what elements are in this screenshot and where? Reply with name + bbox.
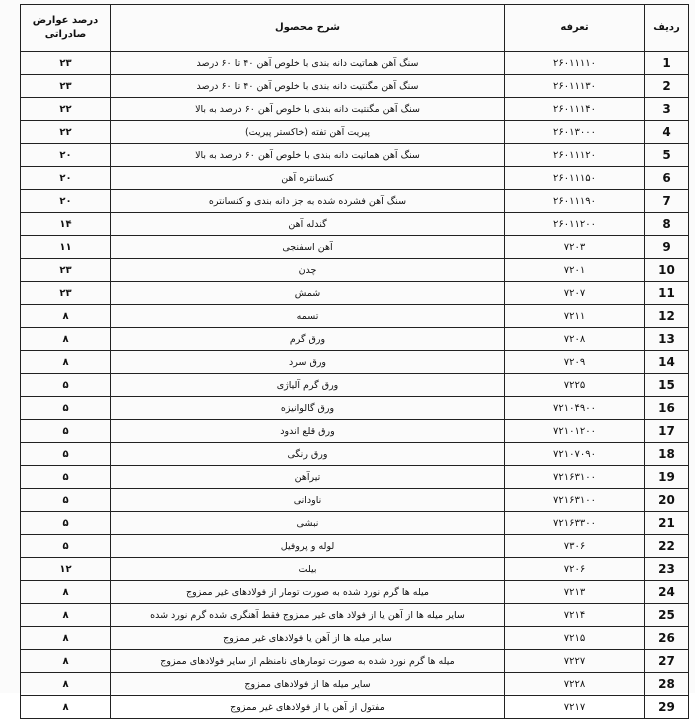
export-duty-cell: ۱۴	[21, 213, 111, 236]
description-cell: چدن	[111, 259, 505, 282]
table-row	[21, 144, 689, 167]
table-row	[21, 121, 689, 144]
table-row	[21, 650, 689, 673]
tariff-code-cell: ۷۲۱۴	[505, 604, 645, 627]
description-cell: سنگ آهن هماتیت دانه بندی با خلوص آهن ۶۰ درصد به بالا	[111, 144, 505, 167]
export-duty-cell: ۸	[21, 604, 111, 627]
row-number-cell: 17	[645, 420, 689, 443]
row-number-cell: 16	[645, 397, 689, 420]
description-cell: سنگ آهن فشرده شده به جز دانه بندی و کنسانتره	[111, 190, 505, 213]
export-duty-cell: ۵	[21, 374, 111, 397]
export-duty-cell: ۲۳	[21, 259, 111, 282]
export-duty-cell: ۵	[21, 489, 111, 512]
description-cell: مفتول از آهن یا از فولادهای غیر ممزوج	[111, 696, 505, 719]
row-number-cell: 6	[645, 167, 689, 190]
table-row	[21, 52, 689, 75]
export-duty-cell: ۲۲	[21, 98, 111, 121]
tariff-code-cell: ۷۲۰۳	[505, 236, 645, 259]
export-duty-cell: ۸	[21, 650, 111, 673]
tariff-code-cell: ۲۶۰۱۱۱۳۰	[505, 75, 645, 98]
tariff-code-cell: ۷۲۰۷	[505, 282, 645, 305]
row-number-cell: 27	[645, 650, 689, 673]
header-row-number: ردیف	[645, 5, 689, 52]
tariff-code-cell: ۷۲۱۰۴۹۰۰	[505, 397, 645, 420]
export-duty-cell: ۵	[21, 466, 111, 489]
export-duty-cell: ۲۲	[21, 121, 111, 144]
export-duty-cell: ۵	[21, 512, 111, 535]
table-row	[21, 190, 689, 213]
table-row	[21, 305, 689, 328]
tariff-code-cell: ۷۲۱۵	[505, 627, 645, 650]
tariff-code-cell: ۷۲۲۷	[505, 650, 645, 673]
row-number-cell: 22	[645, 535, 689, 558]
row-number-cell: 3	[645, 98, 689, 121]
tariff-table	[20, 4, 689, 719]
row-number-cell: 5	[645, 144, 689, 167]
row-number-cell: 7	[645, 190, 689, 213]
tariff-code-cell: ۷۲۱۰۷۰۹۰	[505, 443, 645, 466]
row-number-cell: 18	[645, 443, 689, 466]
row-number-cell: 14	[645, 351, 689, 374]
export-duty-cell: ۵	[21, 443, 111, 466]
tariff-code-cell: ۷۲۱۳	[505, 581, 645, 604]
tariff-code-cell: ۷۲۲۸	[505, 673, 645, 696]
table-row	[21, 374, 689, 397]
export-duty-cell: ۸	[21, 305, 111, 328]
tariff-code-cell: ۷۲۱۰۱۲۰۰	[505, 420, 645, 443]
table-row	[21, 397, 689, 420]
export-duty-cell: ۸	[21, 351, 111, 374]
export-duty-cell: ۱۱	[21, 236, 111, 259]
row-number-cell: 23	[645, 558, 689, 581]
row-number-cell: 4	[645, 121, 689, 144]
table-row	[21, 75, 689, 98]
tariff-code-cell: ۲۶۰۱۱۱۹۰	[505, 190, 645, 213]
description-cell: ورق رنگی	[111, 443, 505, 466]
tariff-code-cell: ۷۲۱۷	[505, 696, 645, 719]
table-row	[21, 282, 689, 305]
table-row	[21, 351, 689, 374]
row-number-cell: 21	[645, 512, 689, 535]
row-number-cell: 20	[645, 489, 689, 512]
row-number-cell: 12	[645, 305, 689, 328]
description-cell: سنگ آهن هماتیت دانه بندی با خلوص آهن ۴۰ تا ۶۰ درصد	[111, 52, 505, 75]
table-row	[21, 489, 689, 512]
export-duty-cell: ۵	[21, 420, 111, 443]
export-duty-cell: ۲۰	[21, 167, 111, 190]
tariff-code-cell: ۲۶۰۱۱۱۱۰	[505, 52, 645, 75]
row-number-cell: 13	[645, 328, 689, 351]
table-row	[21, 236, 689, 259]
export-duty-cell: ۸	[21, 696, 111, 719]
table-row	[21, 328, 689, 351]
tariff-code-cell: ۷۲۰۶	[505, 558, 645, 581]
export-duty-cell: ۱۲	[21, 558, 111, 581]
description-cell: نبشی	[111, 512, 505, 535]
description-cell: میله ها گرم نورد شده به صورت تومارهای نامنظم از سایر فولادهای ممزوج	[111, 650, 505, 673]
table-row	[21, 673, 689, 696]
description-cell: سایر میله ها از آهن یا فولادهای غیر ممزوج	[111, 627, 505, 650]
export-duty-cell: ۲۳	[21, 52, 111, 75]
tariff-code-cell: ۲۶۰۱۱۱۲۰	[505, 144, 645, 167]
tariff-code-cell: ۷۲۱۶۳۱۰۰	[505, 466, 645, 489]
table-row	[21, 535, 689, 558]
header-tariff: تعرفه	[505, 5, 645, 52]
row-number-cell: 26	[645, 627, 689, 650]
tariff-code-cell: ۷۲۱۱	[505, 305, 645, 328]
export-duty-cell: ۸	[21, 673, 111, 696]
tariff-code-cell: ۷۲۰۸	[505, 328, 645, 351]
description-cell: ورق گالوانیزه	[111, 397, 505, 420]
header-description: شرح محصول	[111, 5, 505, 52]
row-number-cell: 24	[645, 581, 689, 604]
description-cell: گندله آهن	[111, 213, 505, 236]
description-cell: آهن اسفنجی	[111, 236, 505, 259]
description-cell: ورق گرم	[111, 328, 505, 351]
table-row	[21, 696, 689, 719]
export-duty-cell: ۸	[21, 328, 111, 351]
description-cell: تیرآهن	[111, 466, 505, 489]
tariff-code-cell: ۷۲۱۶۳۳۰۰	[505, 512, 645, 535]
description-cell: سنگ آهن مگنتیت دانه بندی با خلوص آهن ۶۰ درصد به بالا	[111, 98, 505, 121]
table-row	[21, 443, 689, 466]
export-duty-cell: ۲۰	[21, 190, 111, 213]
export-duty-cell: ۵	[21, 397, 111, 420]
tariff-code-cell: ۲۶۰۱۱۲۰۰	[505, 213, 645, 236]
row-number-cell: 28	[645, 673, 689, 696]
header-duty-line1: درصد عوارض	[32, 15, 99, 26]
description-cell: بیلت	[111, 558, 505, 581]
export-duty-cell: ۲۳	[21, 282, 111, 305]
description-cell: میله ها گرم نورد شده به صورت تومار از فولادهای غیر ممزوج	[111, 581, 505, 604]
tariff-code-cell: ۲۶۰۱۳۰۰۰	[505, 121, 645, 144]
description-cell: ورق سرد	[111, 351, 505, 374]
tariff-code-cell: ۷۲۲۵	[505, 374, 645, 397]
tariff-code-cell: ۷۳۰۶	[505, 535, 645, 558]
export-duty-cell: ۵	[21, 535, 111, 558]
description-cell: ورق قلع اندود	[111, 420, 505, 443]
table-row	[21, 581, 689, 604]
row-number-cell: 8	[645, 213, 689, 236]
row-number-cell: 15	[645, 374, 689, 397]
tariff-code-cell: ۷۲۰۱	[505, 259, 645, 282]
row-number-cell: 2	[645, 75, 689, 98]
table-row	[21, 420, 689, 443]
description-cell: کنسانتره آهن	[111, 167, 505, 190]
export-duty-cell: ۸	[21, 627, 111, 650]
table-row	[21, 167, 689, 190]
row-number-cell: 29	[645, 696, 689, 719]
row-number-cell: 1	[645, 52, 689, 75]
description-cell: شمش	[111, 282, 505, 305]
row-number-cell: 9	[645, 236, 689, 259]
row-number-cell: 25	[645, 604, 689, 627]
tariff-code-cell: ۷۲۰۹	[505, 351, 645, 374]
description-cell: سنگ آهن مگنتیت دانه بندی با خلوص آهن ۴۰ تا ۶۰ درصد	[111, 75, 505, 98]
table-row	[21, 558, 689, 581]
table-row	[21, 627, 689, 650]
header-export-duty	[21, 5, 111, 52]
row-number-cell: 19	[645, 466, 689, 489]
description-cell: پیریت آهن تفته (خاکستر پیریت)	[111, 121, 505, 144]
description-cell: تسمه	[111, 305, 505, 328]
row-number-cell: 11	[645, 282, 689, 305]
tariff-code-cell: ۲۶۰۱۱۱۴۰	[505, 98, 645, 121]
table-row	[21, 213, 689, 236]
description-cell: سایر میله ها از فولادهای ممزوج	[111, 673, 505, 696]
description-cell: لوله و پروفیل	[111, 535, 505, 558]
description-cell: ورق گرم آلیاژی	[111, 374, 505, 397]
export-duty-cell: ۸	[21, 581, 111, 604]
description-cell: سایر میله ها از آهن یا از فولاد های غیر ممزوج فقط آهنگری شده گرم نورد شده	[111, 604, 505, 627]
table-row	[21, 512, 689, 535]
row-number-cell: 10	[645, 259, 689, 282]
tariff-code-cell: ۷۲۱۶۳۱۰۰	[505, 489, 645, 512]
table-row	[21, 98, 689, 121]
export-duty-cell: ۲۳	[21, 75, 111, 98]
header-duty-line2: صادراتی	[44, 29, 87, 40]
description-cell: ناودانی	[111, 489, 505, 512]
table-row	[21, 604, 689, 627]
tariff-code-cell: ۲۶۰۱۱۱۵۰	[505, 167, 645, 190]
table-row	[21, 466, 689, 489]
table-header-row	[21, 5, 689, 52]
export-duty-cell: ۲۰	[21, 144, 111, 167]
table-row	[21, 259, 689, 282]
